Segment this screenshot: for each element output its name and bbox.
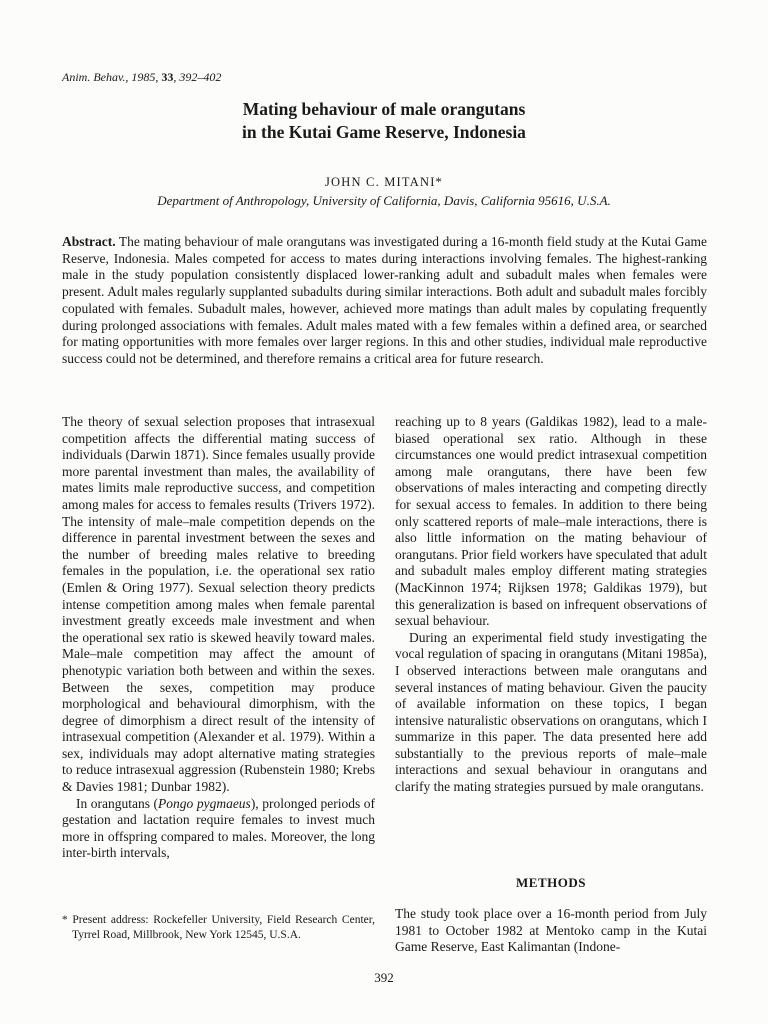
methods-paragraph-1: The study took place over a 16-month period from July 1981 to October 1982 at Mentoko camp in the Kutai Game Reserve, East Kalimantan (Indone- <box>395 906 707 955</box>
citation-year: , 1985, <box>125 70 162 84</box>
abstract <box>62 234 707 368</box>
intro-p2-start: In orangutans ( <box>76 795 159 811</box>
body-column-left <box>62 414 375 862</box>
title-line-2: in the Kutai Game Reserve, Indonesia <box>242 122 526 142</box>
intro-p2-end: ), prolonged periods of gestation and lactation require females to invest much more in offspring compared to males. Moreover, the long inter-birth intervals, <box>62 795 375 861</box>
intro-paragraph-2 <box>62 796 375 862</box>
title-line-1: Mating behaviour of male orangutans <box>242 99 526 119</box>
intro-paragraph-4: During an experimental field study investigating the vocal regulation of spacing in orangutans (Mitani 1985a), I observed interactions between male orangutans and several instances of mating behaviour. Given the paucity of available information on these topics, I began intensive naturalistic observations on orangutans, which I summarize in this paper. The data presented here add substantially to the previous reports of male–male interactions and sexual behaviour in orangutans and clarify the mating strategies pursued by male orangutans. <box>395 629 707 795</box>
methods-heading: METHODS <box>516 875 586 890</box>
body-column-right <box>395 414 707 796</box>
citation-journal: Anim. Behav. <box>62 70 126 84</box>
author-affiliation: Department of Anthropology, University of California, Davis, California 95616, U.S.A. <box>157 193 611 208</box>
journal-citation <box>62 70 221 85</box>
methods-section <box>395 906 707 956</box>
page-number: 392 <box>374 970 394 985</box>
footnote <box>62 913 375 943</box>
author-name: JOHN C. MITANI* <box>324 175 444 189</box>
footnote-text: * Present address: Rockefeller University, Field Research Center, Tyrrel Road, Millbrook, New York 12545, U.S.A. <box>62 914 375 941</box>
species-name: Pongo pygmaeus <box>158 795 251 811</box>
citation-pages: , 392–402 <box>173 70 222 84</box>
abstract-label: Abstract. <box>62 234 116 249</box>
intro-paragraph-3: reaching up to 8 years (Galdikas 1982), lead to a male-biased operational sex ratio. Although in these circumstances one would predict intrasexual competition among male orangutans, there have been few observations of males interacting and competing directly for sexual access to females. In addition to there being only scattered reports of male–male interactions, there is also little information on the mating behaviour of orangutans. Prior field workers have speculated that adult and subadult males employ different mating strategies (MacKinnon 1974; Rijksen 1978; Galdikas 1979), but this generalization is based on infrequent observations of sexual behaviour. <box>395 414 707 629</box>
intro-paragraph-1: The theory of sexual selection proposes that intrasexual competition affects the differential mating success of individuals (Darwin 1871). Since females usually provide more parental investment than males, the availability of mates limits male reproductive success, and competition among males for access to females results (Trivers 1972). The intensity of male–male competition depends on the difference in parental investment between the sexes and the number of breeding males relative to breeding females in the population, i.e. the operational sex ratio (Emlen & Oring 1977). Sexual selection theory predicts intense competition among males when female parental investment greatly exceeds male investment and when the operational sex ratio is skewed heavily toward males. Male–male competition may affect the amount of phenotypic variation both between and within the sexes. Between the sexes, competition may produce morphological and behavioural dimorphism, with the degree of dimorphism a direct result of the intensity of intrasexual competition (Alexander et al. 1979). Within a sex, individuals may adopt alternative mating strategies to reduce intrasexual aggression (Rubenstein 1980; Krebs & Davies 1981; Dunbar 1982). <box>62 414 375 795</box>
citation-volume: 33 <box>161 70 174 84</box>
abstract-text: The mating behaviour of male orangutans was investigated during a 16-month field study at the Kutai Game Reserve, Indonesia. Males competed for access to mates during interactions involving females. The highest-ranking male in the study population consistently displaced lower-ranking adult and subadult males when females were present. Adult males regularly supplanted subadults during similar interactions. Both adult and subadult males forcibly copulated with females. Subadult males, however, achieved more matings than adult males by copulating frequently during prolonged associations with females. Adult males mated with a few females within a defined area, or searched for mating opportunities with more females over larger regions. In this and other studies, individual male reproductive success could not be determined, and therefore remains a critical area for future research. <box>62 234 707 366</box>
article-title <box>0 98 768 144</box>
